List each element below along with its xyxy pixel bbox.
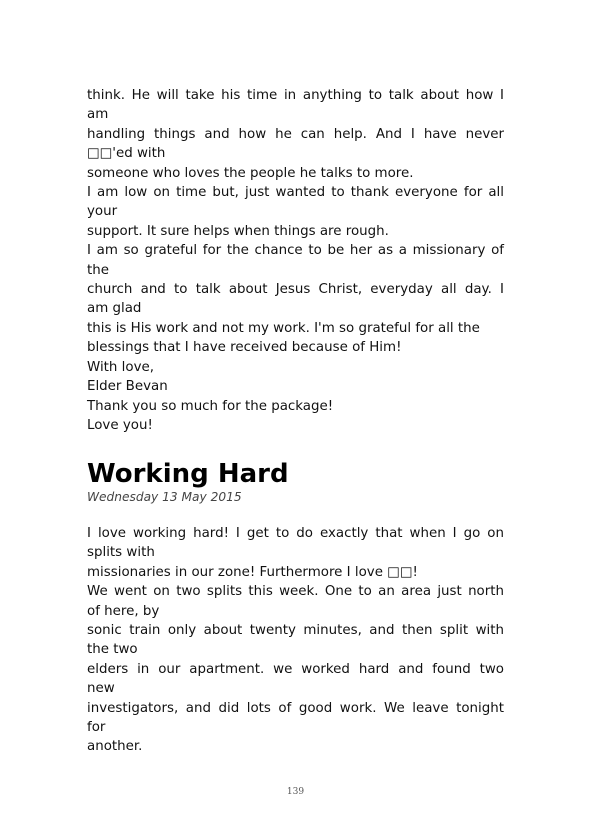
text-line: □□'ed with [87, 146, 166, 162]
text-line: Thank you so much for the package! [87, 398, 334, 414]
text-line: With love, [87, 359, 154, 375]
text-line: investigators, and did lots of good work. We leave tonight [87, 700, 504, 716]
text-line: Love you! [87, 417, 153, 433]
text-line: think. He will take his time in anything to talk about how I [87, 88, 504, 103]
entry-date: Wednesday 13 May 2015 [87, 490, 242, 504]
text-line: this is His work and not my work. I'm so grateful for all the [87, 320, 480, 336]
text-line: new [87, 681, 115, 697]
text-line: another. [87, 739, 143, 755]
text-line: I love working hard! I get to do exactly that when I go on [87, 526, 504, 541]
text-line: your [87, 204, 118, 220]
text-line: Elder Bevan [87, 379, 168, 395]
text-line: for [87, 720, 106, 736]
text-line: blessings that I have received because of Him! [87, 340, 402, 356]
text-line: missionaries in our zone! Furthermore I love □□! [87, 564, 418, 580]
text-line: am glad [87, 301, 142, 317]
text-line: I am so grateful for the chance to be her as a missionary of [87, 243, 504, 259]
text-line: the [87, 262, 109, 278]
text-line: elders in our apartment. we worked hard and found two [87, 661, 504, 677]
text-line: splits with [87, 545, 155, 561]
text-line: support. It sure helps when things are rough. [87, 223, 389, 239]
text-line: church and to talk about Jesus Christ, everyday all day. I [87, 282, 504, 298]
entry-body-text [87, 524, 504, 757]
text-line: someone who loves the people he talks to more. [87, 165, 414, 181]
text-line: am [87, 107, 109, 123]
text-line: sonic train only about twenty minutes, and then split with [87, 623, 504, 639]
text-line: the two [87, 642, 138, 658]
text-line: I am low on time but, just wanted to thank everyone for all [87, 185, 504, 201]
text-line: We went on two splits this week. One to an area just north [87, 584, 504, 600]
text-line: handling things and how he can help. And I have never [87, 126, 504, 142]
entry-continuation-text [87, 86, 504, 435]
entry-title: Working Hard [87, 459, 289, 489]
text-line: of here, by [87, 603, 160, 619]
page-number: 139 [286, 787, 305, 797]
